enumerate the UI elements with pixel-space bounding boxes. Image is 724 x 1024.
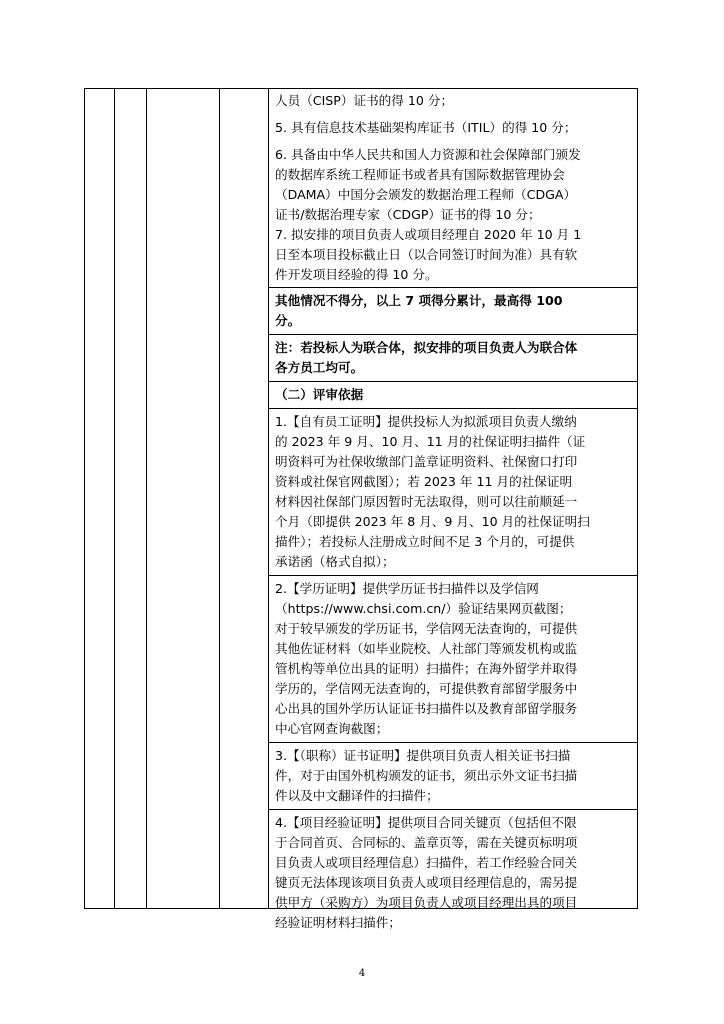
basis-line: 明资料可为社保收缴部门盖章证明资料、社保窗口打印 — [275, 454, 578, 469]
note-line: 注：若投标人为联合体，拟安排的项目负责人为联合体 — [275, 340, 578, 355]
criteria-line: 件开发项目经验的得 10 分。 — [275, 267, 438, 282]
section-heading: （二）评审依据 — [275, 387, 364, 402]
criteria-line: 6. 具备由中华人民共和国人力资源和社会保障部门颁发 — [275, 147, 581, 162]
criteria-line: 人员（CISP）证书的得 10 分； — [275, 93, 454, 108]
note-line: 各方员工均可。 — [275, 360, 364, 375]
basis-3-cell — [269, 743, 637, 810]
basis-line: 经验证明材料扫描件； — [275, 915, 401, 930]
basis-line: 学历的，学信网无法查询的，可提供教育部留学服务中 — [275, 681, 578, 696]
criteria-line: 5. 具有信息技术基础架构库证书（ITIL）的得 10 分； — [275, 120, 577, 135]
basis-line: 个月（即提供 2023 年 8 月、9 月、10 月的社保证明扫 — [275, 514, 590, 529]
basis-line: 件，对于由国外机构颁发的证书，须出示外文证书扫描 — [275, 768, 578, 783]
summary-line: 分。 — [275, 313, 301, 328]
basis-2-cell — [269, 576, 637, 743]
basis-line: 材料因社保部门原因暂时无法取得，则可以往前顺延一 — [275, 494, 578, 509]
basis-1-cell — [269, 409, 637, 576]
column-divider — [114, 89, 115, 908]
basis-4-cell — [269, 810, 637, 936]
basis-line: （https://www.chsi.com.cn/）验证结果网页截图； — [275, 601, 572, 616]
basis-line: 于合同首页、合同标的、盖章页等，需在关键页标明项 — [275, 835, 578, 850]
summary-cell — [269, 288, 637, 335]
basis-line: 2.【学历证明】提供学历证书扫描件以及学信网 — [275, 581, 539, 596]
criteria-line: 日至本项目投标截止日（以合同签订时间为准）具有软 — [275, 247, 578, 262]
basis-line: 4.【项目经验证明】提供项目合同关键页（包括但不限 — [275, 815, 577, 830]
page-number: 4 — [358, 968, 366, 979]
column-divider — [219, 89, 220, 908]
basis-line: 目负责人或项目经理信息）扫描件，若工作经验合同关 — [275, 855, 578, 870]
basis-line: 1.【自有员工证明】提供投标人为拟派项目负责人缴纳 — [275, 414, 577, 429]
section-heading-cell — [269, 382, 637, 409]
criteria-line: 7. 拟安排的项目负责人或项目经理自 2020 年 10 月 1 — [275, 227, 582, 242]
basis-line: 资料或社保官网截图）；若 2023 年 11 月的社保证明 — [275, 474, 573, 489]
basis-line: 描件）；若投标人注册成立时间不足 3 个月的，可提供 — [275, 534, 575, 549]
basis-line: 3.【（职称）证书证明】提供项目负责人相关证书扫描 — [275, 748, 571, 763]
criteria-column — [269, 89, 637, 930]
basis-line: 对于较早颁发的学历证书，学信网无法查询的，可提供 — [275, 621, 578, 636]
basis-line: 其他佐证材料（如毕业院校、人社部门等颁发机构或监 — [275, 641, 578, 656]
basis-line: 件以及中文翻译件的扫描件； — [275, 788, 439, 803]
basis-line: 管机构等单位出具的证明）扫描件；在海外留学并取得 — [275, 661, 578, 676]
basis-line: 心出具的国外学历认证证书扫描件以及教育部留学服务 — [275, 701, 578, 716]
criteria-line: 证书/数据治理专家（CDGP）证书的得 10 分； — [275, 207, 541, 222]
criteria-cell — [269, 89, 637, 288]
criteria-line: （DAMA）中国分会颁发的数据治理工程师（CDGA） — [275, 187, 577, 202]
column-divider — [146, 89, 147, 908]
scoring-table — [84, 88, 638, 930]
basis-line: 的 2023 年 9 月、10 月、11 月的社保证明扫描件（证 — [275, 434, 586, 449]
basis-line: 供甲方（采购方）为项目负责人或项目经理出具的项目 — [275, 895, 578, 910]
note-cell — [269, 335, 637, 382]
basis-line: 承诺函（格式自拟）； — [275, 554, 395, 569]
summary-line: 其他情况不得分，以上 7 项得分累计，最高得 100 — [275, 293, 563, 308]
basis-line: 中心官网查询截图； — [275, 721, 389, 736]
basis-line: 键页无法体现该项目负责人或项目经理信息的，需另提 — [275, 875, 578, 890]
criteria-line: 的数据库系统工程师证书或者具有国际数据管理协会 — [275, 167, 565, 182]
